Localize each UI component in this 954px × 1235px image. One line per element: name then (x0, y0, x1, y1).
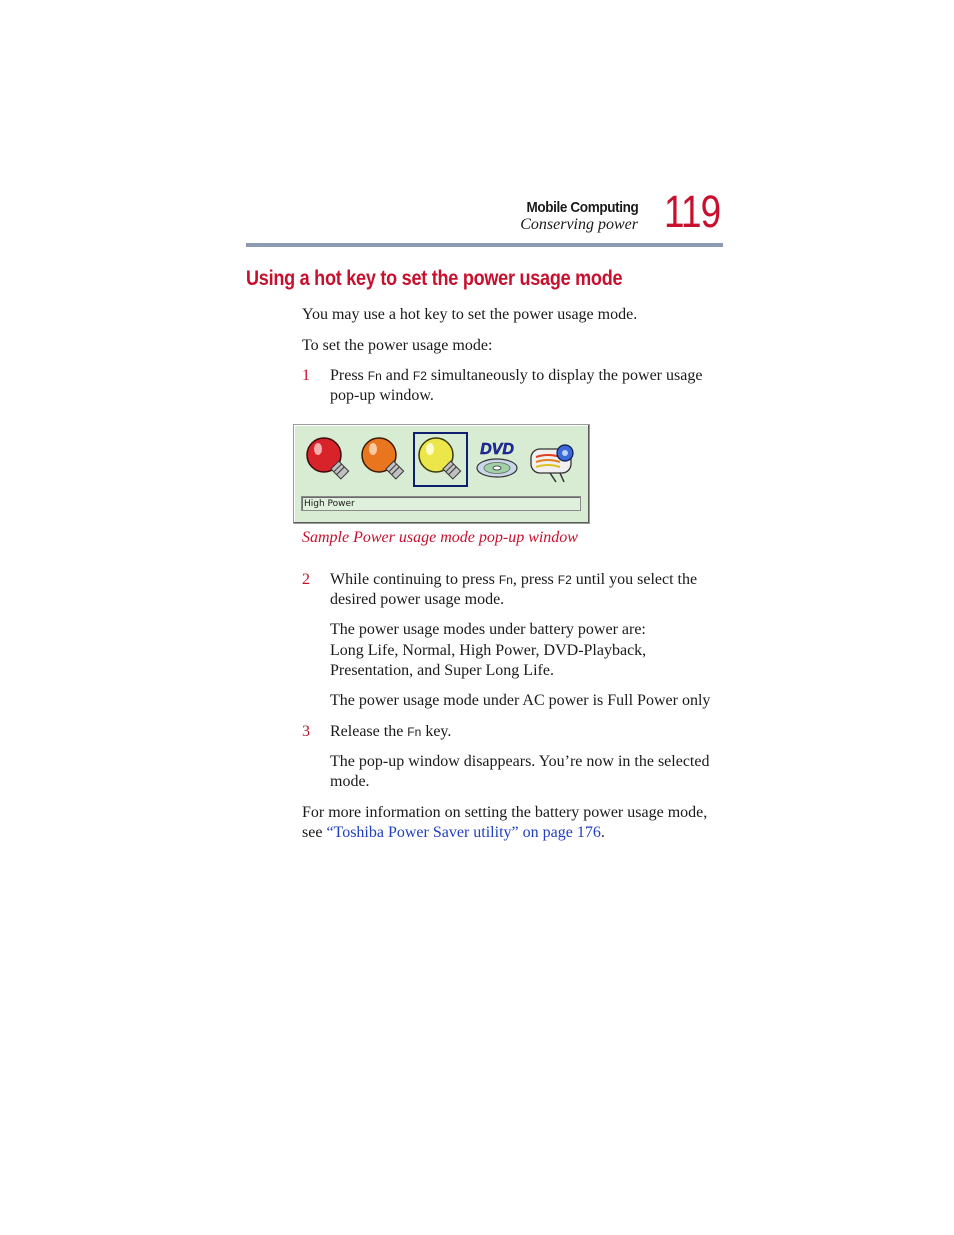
intro-paragraph: You may use a hot key to set the power usage mode. (302, 306, 638, 323)
header-rule (246, 243, 723, 247)
step-text-part: key. (421, 723, 452, 740)
battery-modes-note-line3: Presentation, and Super Long Life. (330, 662, 554, 679)
step-text-part: Press (330, 367, 368, 384)
step-2-text-line2: desired power usage mode. (330, 591, 505, 608)
step-2-text (330, 570, 697, 590)
high-power-bulb-icon (416, 435, 466, 485)
dvd-label: DVD (480, 441, 514, 458)
step-3-text (330, 722, 451, 742)
popup-disappears-note-line1: The pop-up window disappears. You’re now in the selected (330, 753, 710, 770)
power-saver-utility-link[interactable]: “Toshiba Power Saver utility” on page 176 (326, 824, 601, 841)
step-text-part: and (381, 367, 413, 384)
ac-power-note: The power usage mode under AC power is Full Power only (330, 692, 711, 709)
figure-caption: Sample Power usage mode pop-up window (302, 529, 578, 546)
power-usage-popup-window (293, 424, 590, 524)
step-number: 3 (302, 723, 310, 740)
running-header-subsection: Conserving power (520, 216, 638, 233)
battery-modes-note-line1: The power usage modes under battery power are: (330, 621, 646, 638)
popup-disappears-note-line2: mode. (330, 773, 370, 790)
step-1-text (330, 366, 702, 386)
step-text-part: , press (512, 571, 558, 588)
battery-modes-note-line2: Long Life, Normal, High Power, DVD-Playback, (330, 642, 647, 659)
key-f2: F2 (412, 369, 427, 383)
running-header-section: Mobile Computing (526, 199, 638, 216)
step-text-part: simultaneously to display the power usage (426, 367, 703, 384)
key-f2: F2 (557, 573, 572, 587)
key-fn: Fn (407, 725, 422, 739)
step-1-text-line2: pop-up window. (330, 387, 434, 404)
presentation-projector-icon (528, 435, 578, 485)
long-life-bulb-icon (304, 435, 354, 485)
section-heading: Using a hot key to set the power usage mode (246, 267, 623, 290)
lead-in-paragraph: To set the power usage mode: (302, 337, 493, 354)
page-number: 119 (664, 186, 721, 237)
power-mode-status-field: High Power (301, 496, 581, 511)
step-text-part: until you select the (571, 571, 698, 588)
step-text-part: While continuing to press (330, 571, 499, 588)
key-fn: Fn (367, 369, 382, 383)
normal-bulb-icon (359, 435, 409, 485)
more-info-line2 (302, 823, 605, 843)
more-info-prefix: see (302, 824, 327, 841)
step-number: 2 (302, 571, 310, 588)
step-number: 1 (302, 367, 310, 384)
more-info-suffix: . (600, 824, 605, 841)
more-info-line1: For more information on setting the battery power usage mode, (302, 804, 708, 821)
dvd-playback-icon (472, 435, 522, 485)
step-text-part: Release the (330, 723, 408, 740)
key-fn: Fn (498, 573, 513, 587)
